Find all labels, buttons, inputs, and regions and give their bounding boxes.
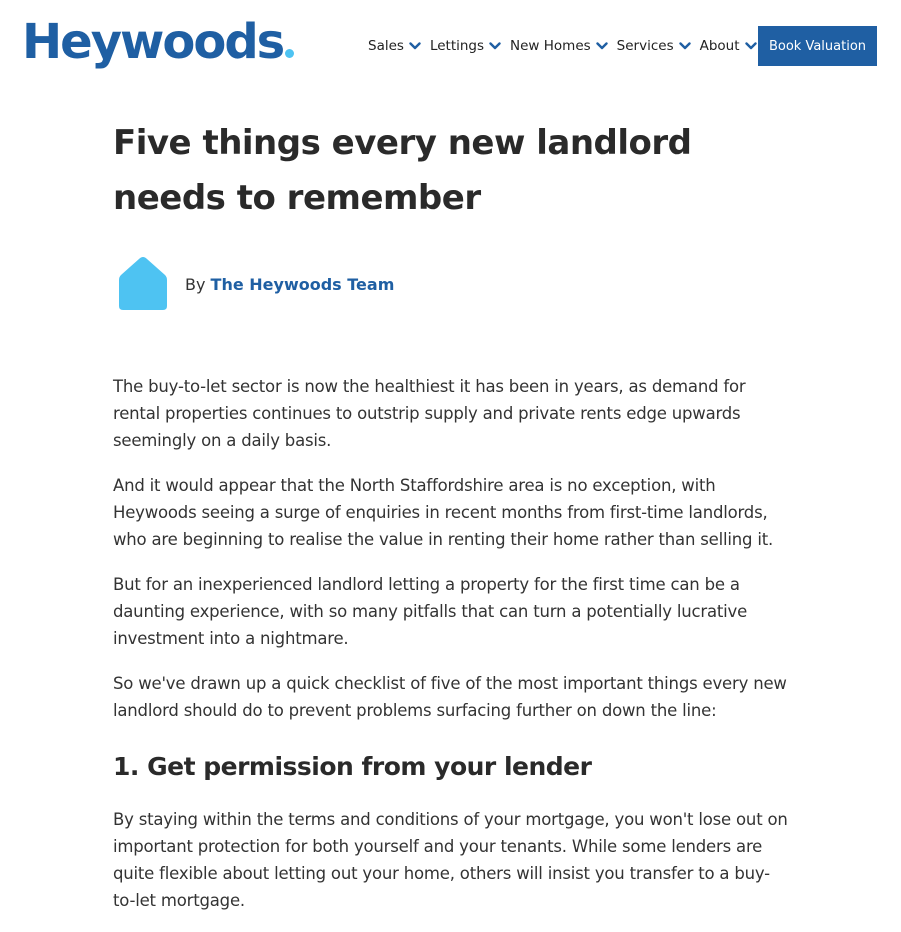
body-paragraph: But for an inexperienced landlord letting a property for the first time can be a daunting experience, with so many pitfalls that can turn a potentially lucrative investment into a nightmare. (113, 575, 748, 648)
body-paragraph: The buy-to-let sector is now the healthiest it has been in years, as demand for rental properties continues to outstrip supply and private rents edge upwards seemingly on a daily basis. (113, 377, 746, 450)
chevron-down-icon (489, 42, 501, 50)
article (113, 116, 788, 932)
body-paragraph: By staying within the terms and conditions of your mortgage, you won't lose out on important protection for both yourself and your tenants. While some lenders are quite flexible about letting out your home, others will insist you transfer to a buy-to-let mortgage. (113, 810, 788, 910)
nav-item-lettings[interactable] (430, 38, 501, 54)
chevron-down-icon (679, 42, 691, 50)
nav-item-services[interactable] (617, 38, 691, 54)
book-valuation-button[interactable]: Book Valuation (758, 26, 877, 66)
section-heading: 1. Get permission from your lender (113, 752, 592, 781)
article-title: Five things every new landlord needs to remember (113, 123, 692, 218)
byline (113, 254, 788, 314)
nav-item-sales[interactable] (368, 38, 421, 54)
byline-text (185, 275, 394, 294)
site-logo[interactable] (22, 12, 294, 72)
chevron-down-icon (745, 42, 757, 50)
body-paragraph: And it would appear that the North Staffordshire area is no exception, with Heywoods seeing a surge of enquiries in recent months from first-time landlords, who are beginning to realise the value in renting their home rather than selling it. (113, 476, 774, 549)
logo-dot (285, 49, 294, 58)
chevron-down-icon (596, 42, 608, 50)
nav-item-about[interactable] (700, 38, 757, 54)
logo-text: Heywoods (22, 14, 284, 70)
nav-item-label: Services (616, 38, 674, 54)
nav-item-label: About (699, 38, 740, 54)
main-nav (368, 38, 766, 54)
nav-item-new-homes[interactable] (510, 38, 608, 54)
byline-prefix: By (185, 274, 206, 294)
article-body (113, 373, 788, 914)
body-paragraph: So we've drawn up a quick checklist of five of the most important things every new landlord should do to prevent problems surfacing further on down the line: (113, 674, 787, 720)
nav-item-label: Sales (368, 38, 404, 54)
nav-item-label: New Homes (510, 38, 591, 54)
nav-item-label: Lettings (429, 38, 485, 54)
chevron-down-icon (409, 42, 421, 50)
author-link[interactable]: The Heywoods Team (210, 274, 395, 294)
house-icon (113, 254, 173, 314)
